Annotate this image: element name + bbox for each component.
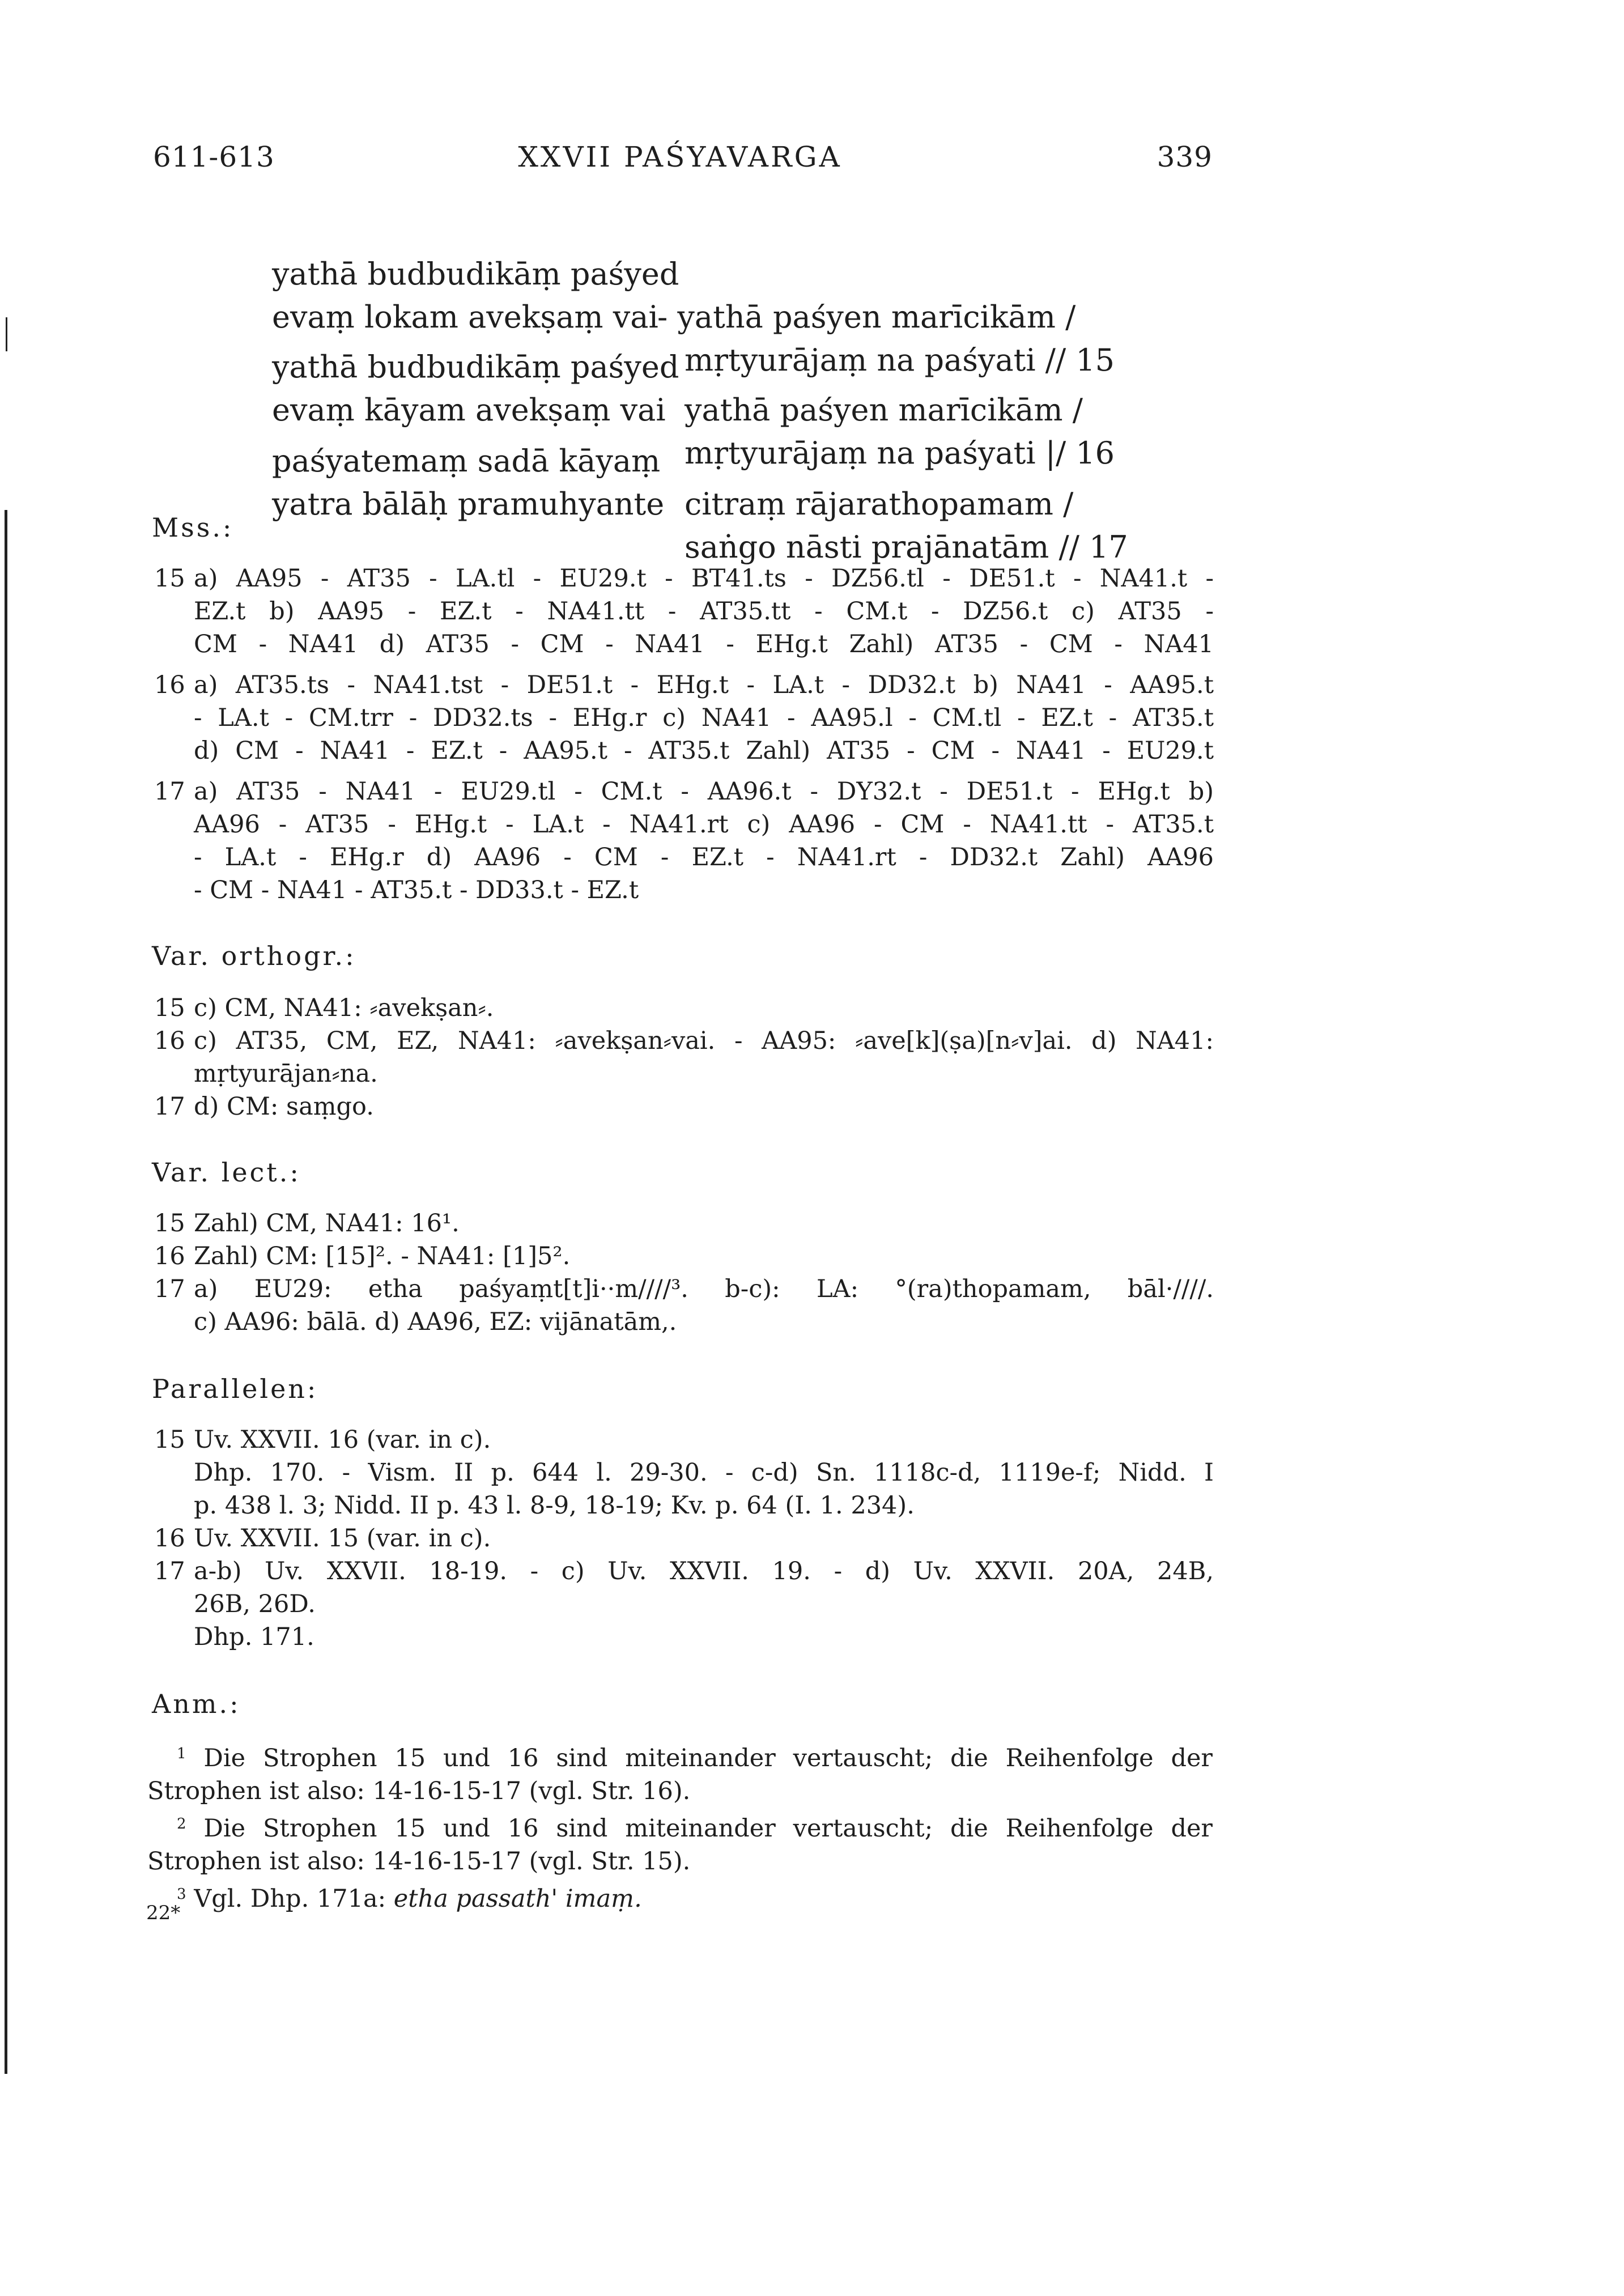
footnote-quote: etha passath' imaṃ. xyxy=(393,1885,642,1913)
parallel-text: Uv. XXVII. 15 (var. in c). xyxy=(194,1524,491,1553)
mss-text: - LA.t - EHg.r d) AA96 - CM - EZ.t - NA41.rt - DD32.t Zahl) AA96 xyxy=(194,843,1214,871)
footnote-mark: 3 xyxy=(177,1886,186,1903)
parallel-text: Dhp. 170. - Vism. II p. 644 l. 29-30. - c-d) Sn. 1118c-d, 1119e-f; Nidd. I xyxy=(194,1459,1214,1487)
scan-edge-mark xyxy=(6,317,7,351)
var-lect-text: c) AA96: bālā. d) AA96, EZ: vijānatām,. xyxy=(194,1308,677,1336)
var-orthogr-heading: Var. orthogr.: xyxy=(152,941,356,971)
mss-text: EZ.t b) AA95 - EZ.t - NA41.tt - AT35.tt - CM.t - DZ56.t c) AT35 - xyxy=(194,597,1214,626)
var-orthogr-line xyxy=(154,992,1214,1024)
strophe-number: 17 xyxy=(154,1275,185,1303)
verse-half-b: mṛtyurājaṃ na paśyati // 15 xyxy=(685,342,1115,378)
footnote-text: Vgl. Dhp. 171a: xyxy=(194,1885,386,1913)
running-head-range: 611-613 xyxy=(153,141,275,173)
verse-half-b: citraṃ rājarathopamam / xyxy=(685,486,1074,522)
verse-half-a: evaṃ lokam avekṣaṃ vai xyxy=(272,299,658,335)
scan-edge-mark xyxy=(5,510,7,2074)
parallel-text: p. 438 l. 3; Nidd. II p. 43 l. 8-9, 18-19; Kv. p. 64 (I. 1. 234). xyxy=(194,1491,915,1520)
running-head-title: XXVII PAŚYAVARGA xyxy=(518,141,842,173)
mss-text: a) AA95 - AT35 - LA.tl - EU29.t - BT41.ts - DZ56.tl - DE51.t - NA41.t - xyxy=(194,564,1214,593)
mss-line xyxy=(154,841,1214,874)
verse-half-b: mṛtyurājaṃ na paśyati |/ 16 xyxy=(685,435,1115,471)
parallel-line xyxy=(154,1555,1214,1588)
strophe-number: 15 xyxy=(154,1209,185,1238)
parallel-line xyxy=(154,1588,1214,1621)
var-lect-list xyxy=(154,1207,1214,1338)
parallelen-heading: Parallelen: xyxy=(152,1374,318,1404)
footnote xyxy=(147,1808,1213,1878)
var-orthogr-line xyxy=(154,1090,1214,1123)
verse-half-a: yatra bālāḥ pramuhyante xyxy=(272,486,665,522)
var-orthogr-text: c) AT35, CM, EZ, NA41: ⸗avekṣan⸗vai. - AA95: ⸗ave[k](ṣa)[n⸗v]ai. d) NA41: xyxy=(194,1027,1214,1055)
mss-heading: Mss.: xyxy=(152,512,234,543)
footnote-text: Die Strophen 15 und 16 sind miteinander vertauscht; die Reihenfolge der Strophen ist also: 14-16-15-17 (vgl. Str. 15). xyxy=(147,1814,1213,1876)
mss-text: AA96 - AT35 - EHg.t - LA.t - NA41.rt c) AA96 - CM - NA41.tt - AT35.t xyxy=(194,810,1214,839)
mss-line xyxy=(154,562,1214,595)
var-orthogr-text: c) CM, NA41: ⸗avekṣan⸗. xyxy=(194,994,494,1022)
verse-half-a: paśyatemaṃ sadā kāyaṃ xyxy=(272,443,661,479)
var-lect-line xyxy=(154,1240,1214,1273)
mss-text: - LA.t - CM.trr - DD32.ts - EHg.r c) NA41 - AA95.l - CM.tl - EZ.t - AT35.t xyxy=(194,704,1214,732)
mss-line xyxy=(154,808,1214,841)
var-lect-line xyxy=(154,1273,1214,1306)
var-lect-text: a) EU29: etha paśyaṃt[t]i··m////³. b-c): LA: °(ra)thopamam, bāl·////. xyxy=(194,1275,1214,1303)
var-lect-text: Zahl) CM: [15]². - NA41: [1]5². xyxy=(194,1242,571,1270)
var-orthogr-text: d) CM: saṃgo. xyxy=(194,1092,374,1121)
mss-list xyxy=(154,562,1214,907)
verse-half-a: yathā budbudikāṃ paśyed xyxy=(272,256,679,292)
signature-mark: 22* xyxy=(146,1902,181,1924)
verse-half-b: saṅgo nāsti prajānatām // 17 xyxy=(685,529,1128,565)
var-lect-line xyxy=(154,1306,1214,1338)
anm-heading: Anm.: xyxy=(152,1689,241,1719)
parallel-line xyxy=(154,1522,1214,1555)
mss-text: CM - NA41 d) AT35 - CM - NA41 - EHg.t Zahl) AT35 - CM - NA41 xyxy=(194,630,1214,658)
footnote-text: Die Strophen 15 und 16 sind miteinander vertauscht; die Reihenfolge der Strophen ist also: 14-16-15-17 (vgl. Str. 16). xyxy=(147,1744,1213,1805)
var-orthogr-list xyxy=(154,992,1214,1123)
mss-line xyxy=(154,734,1214,767)
strophe-number: 15 xyxy=(154,994,185,1022)
parallel-line xyxy=(154,1456,1214,1489)
var-orthogr-text: mṛtyurājan⸗na. xyxy=(194,1060,378,1088)
strophe-number: 16 xyxy=(154,1242,185,1270)
page-number: 339 xyxy=(1157,141,1213,173)
parallel-text: Dhp. 171. xyxy=(194,1623,314,1651)
var-lect-line xyxy=(154,1207,1214,1240)
mss-line xyxy=(154,775,1214,808)
mss-line xyxy=(154,595,1214,628)
parallel-text: Uv. XXVII. 16 (var. in c). xyxy=(194,1426,491,1454)
parallel-line xyxy=(154,1489,1214,1522)
verse-half-b: - yathā paśyen marīcikām / xyxy=(657,299,1076,335)
parallel-text: 26B, 26D. xyxy=(194,1590,316,1618)
mss-line xyxy=(154,669,1214,701)
strophe-number: 15 xyxy=(154,1426,185,1454)
mss-text: - CM - NA41 - AT35.t - DD33.t - EZ.t xyxy=(194,876,639,904)
strophe-number: 16 xyxy=(154,1524,185,1553)
footnote xyxy=(147,1737,1213,1808)
var-lect-text: Zahl) CM, NA41: 16¹. xyxy=(194,1209,460,1238)
strophe-number: 15 xyxy=(154,564,185,593)
footnote-mark: 1 xyxy=(177,1745,186,1762)
verse-half-b: yathā paśyen marīcikām / xyxy=(685,392,1083,428)
strophe-number: 16 xyxy=(154,671,185,699)
strophe-number: 17 xyxy=(154,777,185,806)
var-orthogr-line xyxy=(154,1057,1214,1090)
strophe-number: 16 xyxy=(154,1027,185,1055)
strophe-number: 17 xyxy=(154,1092,185,1121)
mss-text: a) AT35.ts - NA41.tst - DE51.t - EHg.t - LA.t - DD32.t b) NA41 - AA95.t xyxy=(194,671,1214,699)
mss-text: d) CM - NA41 - EZ.t - AA95.t - AT35.t Zahl) AT35 - CM - NA41 - EU29.t xyxy=(194,737,1214,765)
verse-15 xyxy=(272,210,1115,378)
verse-half-a: yathā budbudikāṃ paśyed xyxy=(272,349,679,385)
parallelen-list xyxy=(154,1423,1214,1653)
parallel-line xyxy=(154,1621,1214,1653)
mss-text: a) AT35 - NA41 - EU29.tl - CM.t - AA96.t - DY32.t - DE51.t - EHg.t b) xyxy=(194,777,1214,806)
footnote xyxy=(147,1878,1213,1915)
mss-line xyxy=(154,874,1214,907)
anm-notes xyxy=(147,1737,1213,1915)
var-orthogr-line xyxy=(154,1024,1214,1057)
mss-line xyxy=(154,701,1214,734)
mss-line xyxy=(154,628,1214,661)
var-lect-heading: Var. lect.: xyxy=(152,1157,301,1188)
strophe-number: 17 xyxy=(154,1557,185,1585)
verse-half-a: evaṃ kāyam avekṣaṃ vai xyxy=(272,392,666,428)
footnote-mark: 2 xyxy=(177,1815,186,1832)
parallel-text: a-b) Uv. XXVII. 18-19. - c) Uv. XXVII. 19. - d) Uv. XXVII. 20A, 24B, xyxy=(194,1557,1214,1585)
parallel-line xyxy=(154,1423,1214,1456)
